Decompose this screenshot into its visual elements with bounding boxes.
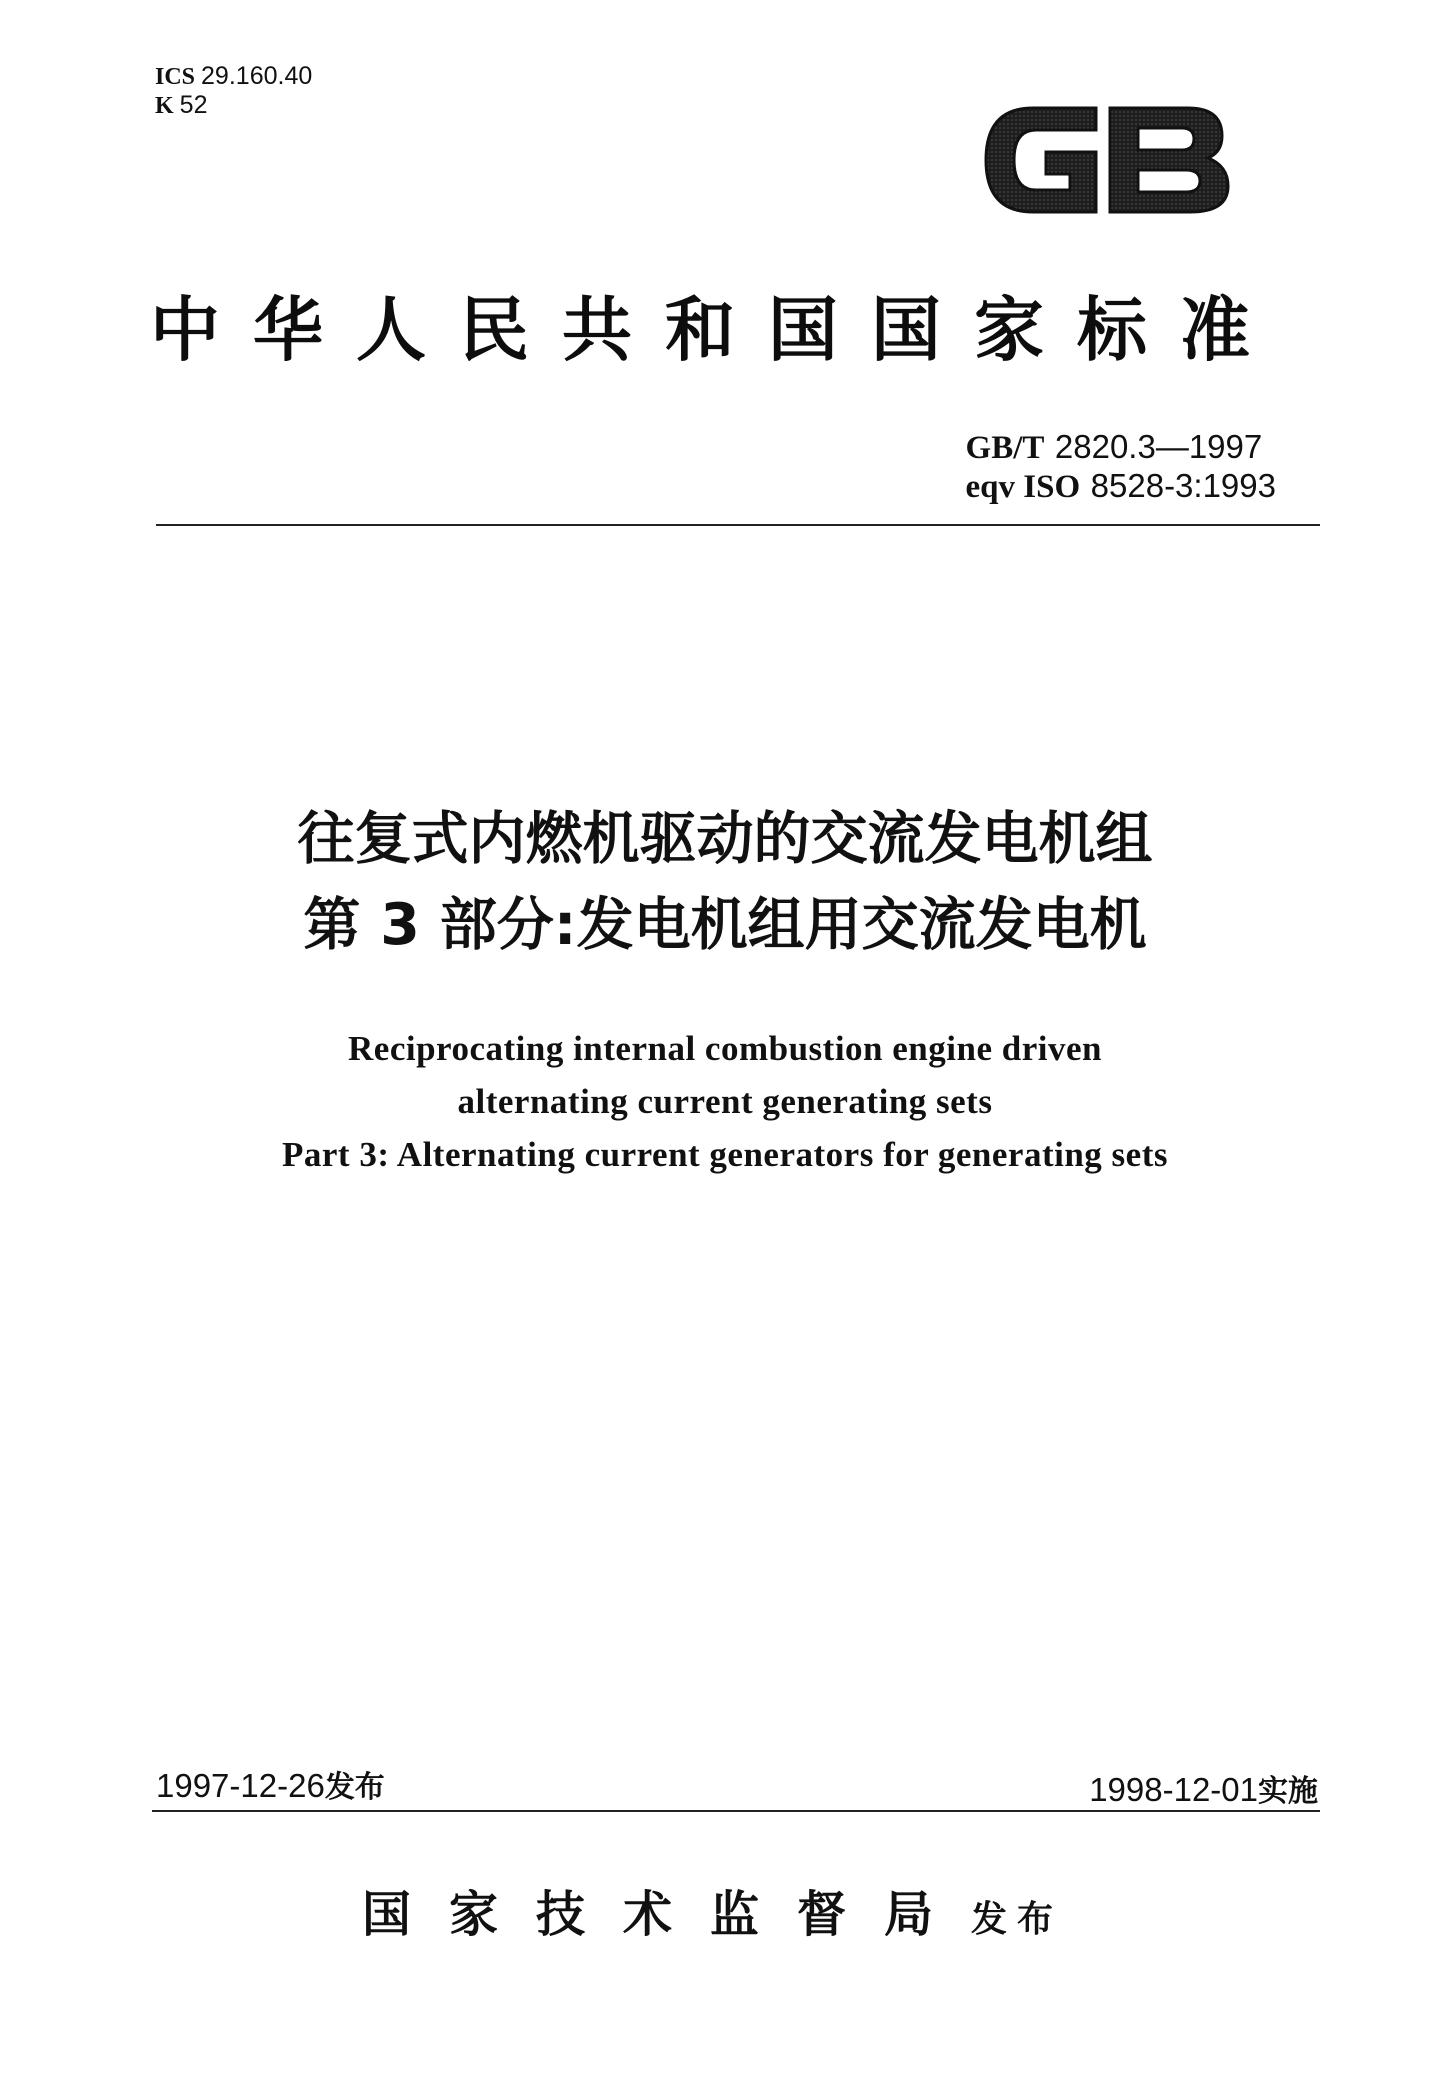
english-title	[0, 1022, 1450, 1181]
ics-code-row	[155, 62, 312, 91]
gb-logo-icon	[978, 90, 1238, 230]
footer-divider	[152, 1810, 1320, 1812]
k-value: 52	[179, 91, 208, 119]
chinese-title	[0, 796, 1450, 968]
english-title-line-1: Reciprocating internal combustion engine driven	[348, 1029, 1102, 1068]
k-code-row	[155, 91, 312, 120]
k-label: K	[155, 93, 174, 119]
ics-label: ICS	[155, 64, 196, 90]
implement-date	[1089, 1766, 1318, 1810]
english-title-line-3: Part 3: Alternating current generators for generating sets	[282, 1135, 1168, 1174]
publish-date-suffix: 发布	[324, 1770, 385, 1805]
chinese-title-line-2: 第 3 部分:发电机组用交流发电机	[303, 892, 1147, 958]
implement-date-suffix: 实施	[1258, 1774, 1318, 1809]
implement-date-value: 1998-12-01	[1089, 1771, 1258, 1808]
english-title-line-2: alternating current generating sets	[457, 1082, 993, 1121]
issuer-org: 国家技术监督局	[362, 1885, 972, 1943]
iso-number: 8528-3:1993	[1090, 467, 1276, 504]
chinese-title-line-1: 往复式内燃机驱动的交流发电机组	[297, 806, 1153, 872]
standard-number-block	[966, 428, 1276, 506]
gb-number: 2820.3—1997	[1054, 428, 1263, 465]
header-divider	[156, 524, 1320, 526]
eqv-label: eqv ISO	[965, 469, 1081, 505]
publish-date	[156, 1762, 385, 1806]
national-standard-title: 中华人民共和国国家标准	[150, 288, 1283, 371]
ics-value: 29.160.40	[201, 62, 313, 90]
issuer-action: 发布	[971, 1898, 1064, 1940]
issuing-authority	[362, 1876, 1063, 1946]
publish-date-value: 1997-12-26	[156, 1767, 325, 1804]
eqv-number-row	[966, 467, 1276, 506]
classification-codes	[155, 62, 312, 120]
gb-number-row	[966, 428, 1276, 467]
gb-label: GB/T	[965, 430, 1045, 466]
